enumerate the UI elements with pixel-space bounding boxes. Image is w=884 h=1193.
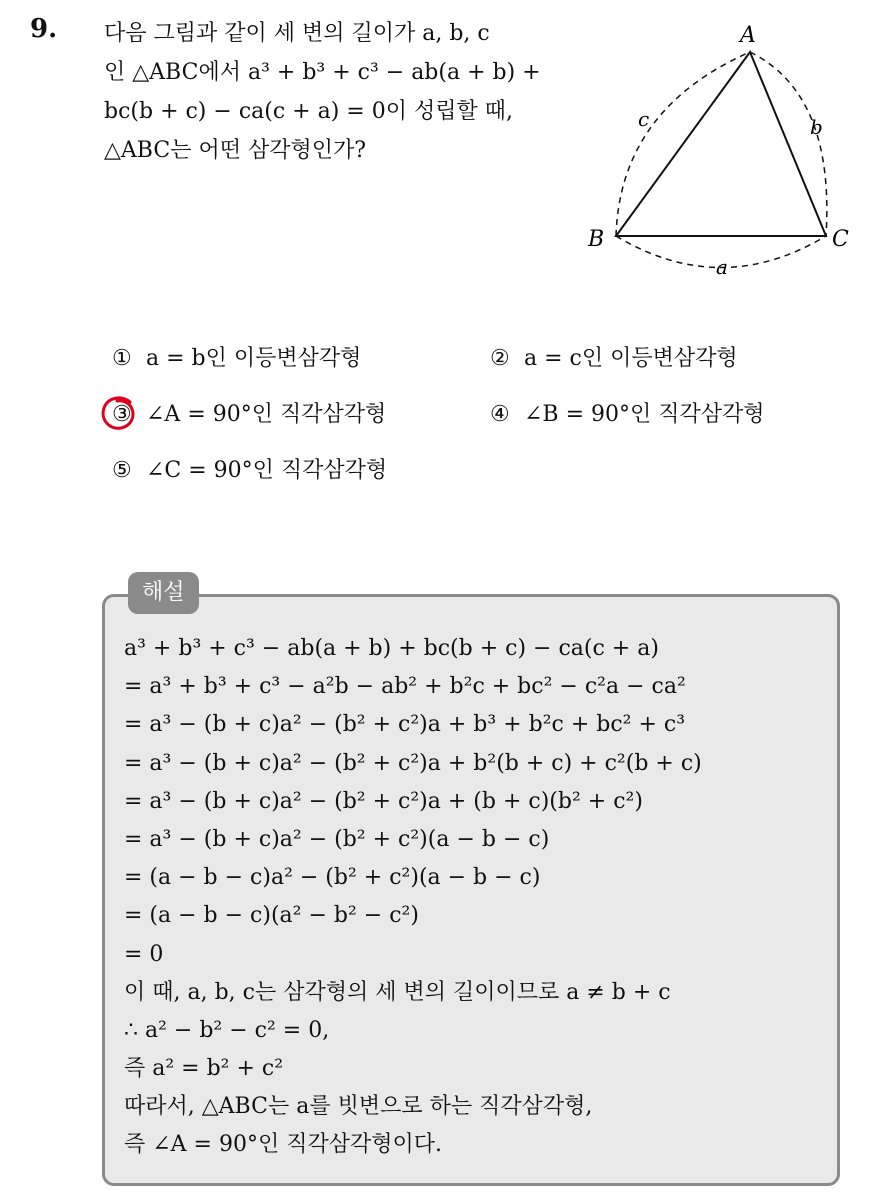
choice-text: a = b인 이등변삼각형: [146, 346, 362, 371]
solution-line: = a³ − (b + c)a² − (b² + c²)a + b²(b + c) + c²(b + c): [124, 750, 702, 776]
question-line: bc(b + c) − ca(c + a) = 0이 성립할 때,: [104, 99, 513, 124]
choice-3[interactable]: [112, 400, 386, 430]
choice-text: ∠C = 90°인 직각삼각형: [146, 458, 388, 483]
solution-line: = a³ − (b + c)a² − (b² + c²)a + b³ + b²c + bc² + c³: [124, 712, 686, 738]
solution-lines: [124, 630, 824, 1165]
choice-mark: ③: [112, 402, 132, 427]
solution-tag: 해설: [128, 572, 199, 614]
choice-2[interactable]: [490, 344, 738, 374]
solution-line: 이 때, a, b, c는 삼각형의 세 변의 길이이므로 a ≠ b + c: [124, 979, 671, 1005]
solution-line: = a³ + b³ + c³ − a²b − ab² + b²c + bc² − c²a − ca²: [124, 674, 686, 700]
solution-line: a³ + b³ + c³ − ab(a + b) + bc(b + c) − ca(c + a): [124, 636, 659, 661]
solution-line: 따라서, △ABC는 a를 빗변으로 하는 직각삼각형,: [124, 1094, 593, 1120]
solution-line: 즉 a² = b² + c²: [124, 1056, 284, 1082]
vertex-label-c: C: [832, 227, 849, 252]
question-line: △ABC는 어떤 삼각형인가?: [104, 138, 367, 163]
question-line: 인 △ABC에서 a³ + b³ + c³ − ab(a + b) +: [104, 60, 541, 85]
vertex-label-b: B: [588, 227, 605, 252]
solution-line: = a³ − (b + c)a² − (b² + c²)(a − b − c): [124, 826, 550, 852]
choice-mark: ①: [112, 346, 132, 371]
triangle-figure: [580, 14, 860, 284]
choice-text: ∠B = 90°인 직각삼각형: [524, 402, 765, 427]
solution-line: ∴ a² − b² − c² = 0,: [124, 1017, 330, 1043]
choice-5[interactable]: [112, 456, 387, 486]
solution-line: = (a − b − c)a² − (b² + c²)(a − b − c): [124, 865, 541, 891]
side-label-c: c: [638, 107, 650, 131]
vertex-label-a: A: [740, 23, 756, 48]
question-line: 다음 그림과 같이 세 변의 길이가 a, b, c: [104, 21, 490, 46]
choice-mark: ⑤: [112, 458, 132, 483]
choice-4[interactable]: [490, 400, 765, 430]
choice-mark: ②: [490, 346, 510, 371]
triangle-diagram: [580, 14, 860, 284]
answer-circle-mark: [100, 394, 138, 432]
side-label-a: a: [716, 255, 728, 279]
choice-mark: ④: [490, 402, 510, 427]
solution-line: 즉 ∠A = 90°인 직각삼각형이다.: [124, 1132, 442, 1158]
question-number: 9.: [30, 14, 58, 44]
solution-line: = (a − b − c)(a² − b² − c²): [124, 903, 419, 929]
choice-text: a = c인 이등변삼각형: [524, 346, 738, 371]
question-text: [104, 14, 574, 170]
triangle-abc: [616, 52, 826, 236]
solution-line: = a³ − (b + c)a² − (b² + c²)a + (b + c)(b² + c²): [124, 788, 643, 814]
choice-text: ∠A = 90°인 직각삼각형: [146, 402, 387, 427]
solution-line: = 0: [124, 941, 164, 967]
side-label-b: b: [810, 115, 823, 139]
choice-1[interactable]: [112, 344, 361, 374]
